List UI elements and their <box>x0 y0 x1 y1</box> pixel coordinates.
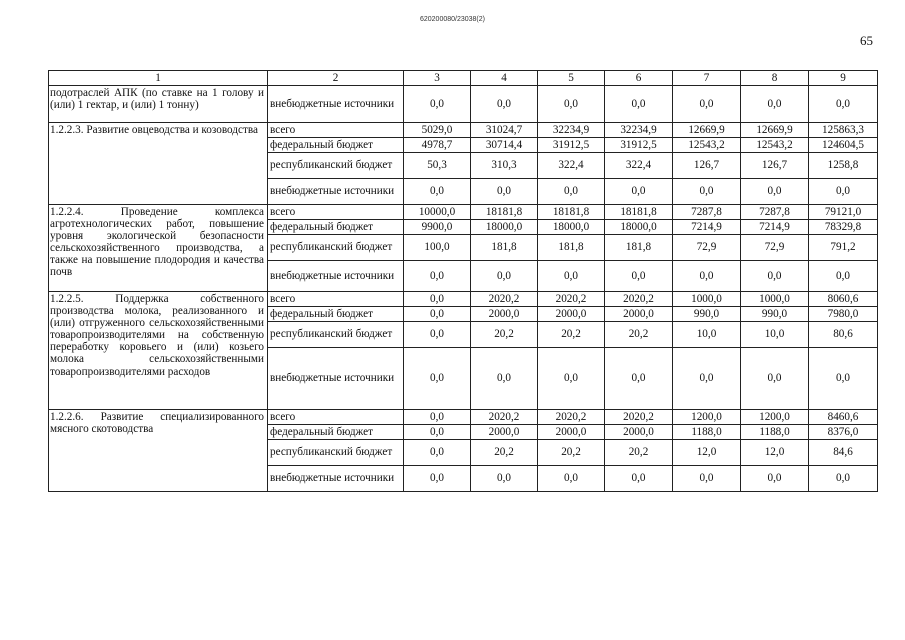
value-cell: 0,0 <box>673 348 741 410</box>
value-cell: 0,0 <box>538 348 605 410</box>
value-cell: 0,0 <box>741 179 809 205</box>
funding-source: внебюджетные источники <box>268 179 404 205</box>
value-cell: 18000,0 <box>538 220 605 235</box>
value-cell: 990,0 <box>741 307 809 322</box>
value-cell: 1188,0 <box>741 425 809 440</box>
funding-source: федеральный бюджет <box>268 138 404 153</box>
column-number-4: 4 <box>471 71 538 86</box>
value-cell: 50,3 <box>404 153 471 179</box>
value-cell: 0,0 <box>404 410 471 425</box>
value-cell: 31912,5 <box>538 138 605 153</box>
value-cell: 20,2 <box>538 440 605 466</box>
value-cell: 80,6 <box>809 322 878 348</box>
value-cell: 791,2 <box>809 235 878 261</box>
value-cell: 2020,2 <box>605 410 673 425</box>
value-cell: 4978,7 <box>404 138 471 153</box>
value-cell: 0,0 <box>471 261 538 292</box>
row-description: 1.2.2.5. Поддержка собственного производства молока, реализованного и (или) отгруженного сельскохозяйственными товаропроизводителями на собственную переработку коровьего и (или) козьего молока сельскохозяйственными товаропроизводителями расходов <box>49 292 268 410</box>
value-cell: 8376,0 <box>809 425 878 440</box>
value-cell: 181,8 <box>605 235 673 261</box>
value-cell: 20,2 <box>471 440 538 466</box>
column-number-header-row <box>49 71 878 86</box>
value-cell: 1000,0 <box>673 292 741 307</box>
value-cell: 322,4 <box>605 153 673 179</box>
value-cell: 18181,8 <box>538 205 605 220</box>
row-description: 1.2.2.4. Проведение комплекса агротехнологических работ, повышение уровня экологической безопасности сельскохозяйственного производства, а также на повышение плодородия и качества почв <box>49 205 268 292</box>
value-cell: 12669,9 <box>741 123 809 138</box>
value-cell: 9900,0 <box>404 220 471 235</box>
value-cell: 0,0 <box>673 466 741 492</box>
value-cell: 2000,0 <box>471 307 538 322</box>
value-cell: 2020,2 <box>471 410 538 425</box>
value-cell: 0,0 <box>404 466 471 492</box>
value-cell: 2000,0 <box>538 425 605 440</box>
value-cell: 0,0 <box>809 466 878 492</box>
value-cell: 124604,5 <box>809 138 878 153</box>
value-cell: 8060,6 <box>809 292 878 307</box>
value-cell: 20,2 <box>538 322 605 348</box>
value-cell: 2020,2 <box>538 410 605 425</box>
value-cell: 1000,0 <box>741 292 809 307</box>
table-body <box>49 71 878 492</box>
value-cell: 8460,6 <box>809 410 878 425</box>
funding-source: всего <box>268 123 404 138</box>
value-cell: 0,0 <box>809 348 878 410</box>
value-cell: 0,0 <box>471 179 538 205</box>
value-cell: 30714,4 <box>471 138 538 153</box>
value-cell: 0,0 <box>471 466 538 492</box>
funding-source: республиканский бюджет <box>268 235 404 261</box>
value-cell: 2000,0 <box>605 425 673 440</box>
value-cell: 7287,8 <box>741 205 809 220</box>
value-cell: 72,9 <box>741 235 809 261</box>
value-cell: 18000,0 <box>605 220 673 235</box>
value-cell: 20,2 <box>605 440 673 466</box>
value-cell: 1200,0 <box>673 410 741 425</box>
value-cell: 0,0 <box>404 292 471 307</box>
page-number: 65 <box>860 33 873 48</box>
value-cell: 0,0 <box>673 86 741 123</box>
value-cell: 18181,8 <box>471 205 538 220</box>
table-row <box>49 86 878 123</box>
value-cell: 126,7 <box>741 153 809 179</box>
value-cell: 1188,0 <box>673 425 741 440</box>
value-cell: 84,6 <box>809 440 878 466</box>
value-cell: 79121,0 <box>809 205 878 220</box>
column-number-7: 7 <box>673 71 741 86</box>
value-cell: 0,0 <box>538 261 605 292</box>
value-cell: 0,0 <box>538 179 605 205</box>
value-cell: 0,0 <box>404 348 471 410</box>
value-cell: 10000,0 <box>404 205 471 220</box>
budget-table <box>48 70 878 492</box>
value-cell: 12,0 <box>673 440 741 466</box>
column-number-5: 5 <box>538 71 605 86</box>
row-description: 1.2.2.3. Развитие овцеводства и козоводства <box>49 123 268 205</box>
column-number-3: 3 <box>404 71 471 86</box>
value-cell: 0,0 <box>809 86 878 123</box>
value-cell: 12669,9 <box>673 123 741 138</box>
value-cell: 2000,0 <box>605 307 673 322</box>
column-number-9: 9 <box>809 71 878 86</box>
value-cell: 7214,9 <box>673 220 741 235</box>
value-cell: 12543,2 <box>673 138 741 153</box>
value-cell: 0,0 <box>741 86 809 123</box>
value-cell: 32234,9 <box>605 123 673 138</box>
funding-source: всего <box>268 410 404 425</box>
funding-source: внебюджетные источники <box>268 348 404 410</box>
value-cell: 31912,5 <box>605 138 673 153</box>
value-cell: 10,0 <box>741 322 809 348</box>
value-cell: 0,0 <box>605 348 673 410</box>
funding-source: внебюджетные источники <box>268 261 404 292</box>
column-number-2: 2 <box>268 71 404 86</box>
table-row <box>49 292 878 307</box>
value-cell: 0,0 <box>673 179 741 205</box>
value-cell: 0,0 <box>741 348 809 410</box>
value-cell: 0,0 <box>404 425 471 440</box>
funding-source: всего <box>268 292 404 307</box>
row-description: подотраслей АПК (по ставке на 1 голову и (или) 1 гектар, и (или) 1 тонну) <box>49 86 268 123</box>
value-cell: 2020,2 <box>471 292 538 307</box>
value-cell: 181,8 <box>471 235 538 261</box>
value-cell: 0,0 <box>605 179 673 205</box>
value-cell: 18000,0 <box>471 220 538 235</box>
value-cell: 0,0 <box>605 86 673 123</box>
value-cell: 181,8 <box>538 235 605 261</box>
value-cell: 0,0 <box>809 179 878 205</box>
funding-source: внебюджетные источники <box>268 466 404 492</box>
value-cell: 72,9 <box>673 235 741 261</box>
value-cell: 20,2 <box>605 322 673 348</box>
funding-source: федеральный бюджет <box>268 220 404 235</box>
value-cell: 7980,0 <box>809 307 878 322</box>
document-code: 620200080/23038(2) <box>419 16 485 23</box>
table-row <box>49 205 878 220</box>
column-number-8: 8 <box>741 71 809 86</box>
value-cell: 0,0 <box>404 307 471 322</box>
value-cell: 32234,9 <box>538 123 605 138</box>
value-cell: 1200,0 <box>741 410 809 425</box>
value-cell: 322,4 <box>538 153 605 179</box>
row-description: 1.2.2.6. Развитие специализированного мясного скотоводства <box>49 410 268 492</box>
value-cell: 0,0 <box>404 440 471 466</box>
value-cell: 12543,2 <box>741 138 809 153</box>
value-cell: 125863,3 <box>809 123 878 138</box>
column-number-6: 6 <box>605 71 673 86</box>
value-cell: 2000,0 <box>538 307 605 322</box>
column-number-1: 1 <box>49 71 268 86</box>
funding-source: внебюджетные источники <box>268 86 404 123</box>
value-cell: 0,0 <box>538 466 605 492</box>
value-cell: 2000,0 <box>471 425 538 440</box>
funding-source: всего <box>268 205 404 220</box>
value-cell: 20,2 <box>471 322 538 348</box>
value-cell: 126,7 <box>673 153 741 179</box>
value-cell: 0,0 <box>404 261 471 292</box>
value-cell: 0,0 <box>741 261 809 292</box>
funding-source: республиканский бюджет <box>268 322 404 348</box>
value-cell: 100,0 <box>404 235 471 261</box>
value-cell: 0,0 <box>809 261 878 292</box>
value-cell: 0,0 <box>605 466 673 492</box>
value-cell: 310,3 <box>471 153 538 179</box>
value-cell: 0,0 <box>404 322 471 348</box>
value-cell: 0,0 <box>404 179 471 205</box>
value-cell: 5029,0 <box>404 123 471 138</box>
value-cell: 0,0 <box>741 466 809 492</box>
funding-source: федеральный бюджет <box>268 307 404 322</box>
table-row <box>49 410 878 425</box>
funding-source: республиканский бюджет <box>268 153 404 179</box>
table-row <box>49 123 878 138</box>
value-cell: 0,0 <box>538 86 605 123</box>
value-cell: 0,0 <box>471 86 538 123</box>
value-cell: 31024,7 <box>471 123 538 138</box>
value-cell: 10,0 <box>673 322 741 348</box>
value-cell: 0,0 <box>605 261 673 292</box>
value-cell: 7214,9 <box>741 220 809 235</box>
value-cell: 0,0 <box>471 348 538 410</box>
value-cell: 990,0 <box>673 307 741 322</box>
value-cell: 12,0 <box>741 440 809 466</box>
funding-source: федеральный бюджет <box>268 425 404 440</box>
value-cell: 0,0 <box>673 261 741 292</box>
value-cell: 1258,8 <box>809 153 878 179</box>
value-cell: 0,0 <box>404 86 471 123</box>
value-cell: 18181,8 <box>605 205 673 220</box>
value-cell: 7287,8 <box>673 205 741 220</box>
value-cell: 78329,8 <box>809 220 878 235</box>
value-cell: 2020,2 <box>538 292 605 307</box>
funding-source: республиканский бюджет <box>268 440 404 466</box>
value-cell: 2020,2 <box>605 292 673 307</box>
